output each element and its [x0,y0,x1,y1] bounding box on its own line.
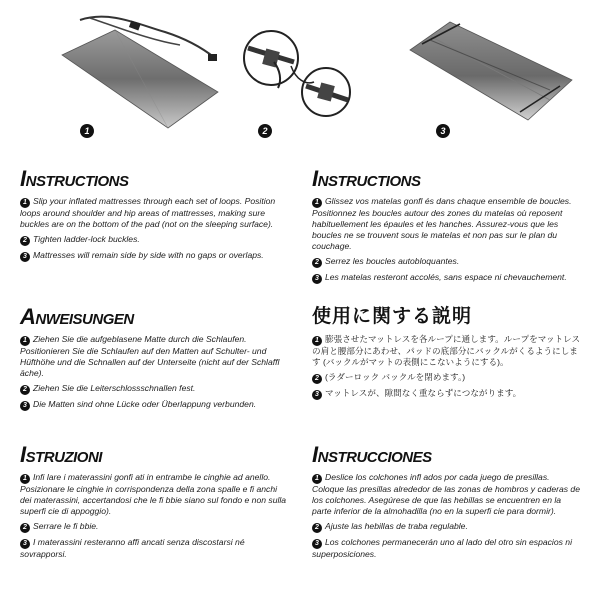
section-heading: Instructions [312,166,421,191]
step-text: Slip your inflated mattresses through each set of loops. Position loops around shoulder and hip areas of mattresses, making sure buckles are on the bottom of the pad (not on the sleeping surface). [20,196,276,229]
figure-2-illustration [236,0,376,150]
illustrations [0,0,600,150]
section-heading: Instrucciones [312,442,432,467]
section-french [312,166,582,284]
step-item [20,196,290,230]
step-text: Tighten ladder-lock buckles. [33,234,140,244]
step-item [312,537,582,560]
step-item [312,272,582,284]
step-item [20,521,290,533]
mattress-loop-illustration [40,0,230,150]
step-item [312,334,582,368]
step-text: Serrare le fi bbie. [33,521,99,531]
step-item [20,383,290,395]
section-english [20,166,290,262]
section-heading: 使用に関する説明 [312,306,473,327]
step-number-badge: 1 [20,336,30,346]
step-text: Les matelas resteront accolés, sans espace ni chevauchement. [325,272,567,282]
step-item [312,196,582,252]
step-item [312,372,582,384]
step-number-badge: 1 [312,474,322,484]
step-text: Serrez les boucles autobloquantes. [325,256,460,266]
section-spanish [312,442,582,560]
step-item [20,537,290,560]
step-text: マットレスが、隙間なく重ならずにつながります。 [325,388,522,398]
step-text: Ajuste las hebillas de traba regulable. [325,521,468,531]
step-number-badge: 1 [20,474,30,484]
step-number-badge: 2 [312,523,322,533]
figure-number-badge: 2 [258,124,272,138]
figure-1-illustration [40,0,230,150]
section-italian [20,442,290,560]
step-text: I materassini resteranno affi ancati senza discostarsi né sovrapporsi. [20,537,245,559]
mattresses-joined-illustration [400,0,580,150]
step-number-badge: 3 [312,274,322,284]
step-text: 膨張させたマットレスを各ループに通します。ループをマットレスの肩と腰部分にあわせ、パッドの底部分にバックルがくるようにします (バックルがマットの表側にこないようにする)。 [312,334,581,367]
step-number-badge: 3 [312,539,322,549]
step-number-badge: 3 [312,390,322,400]
step-text: Mattresses will remain side by side with no gaps or overlaps. [33,250,264,260]
section-japanese [312,304,582,400]
step-number-badge: 3 [20,539,30,549]
step-item [20,399,290,411]
step-item [20,472,290,517]
figure-number-badge: 1 [80,124,94,138]
step-item [312,472,582,517]
step-text: Infi lare i materassini gonfi ati in entrambe le cinghie ad anello. Posizionare le cinghie in corrispondenza della zona spalle e fi anchi dei materassini, accertandosi che le fi bbie siano sul fondo e non sulla superfi cie di appoggio). [20,472,287,516]
step-text: Glissez vos matelas gonfl és dans chaque ensemble de boucles. Positionnez les boucles autour des zones du matelas où reposent habituellement les épaules et les hanches. Assurez-vous que les boucles ne se trouvent sous le matelas et non pas sur le plan du couchage. [312,196,572,251]
buckle-closeup-illustration [236,0,376,150]
step-number-badge: 1 [312,336,322,346]
step-number-badge: 1 [20,198,30,208]
step-number-badge: 3 [20,401,30,411]
step-text: (ラダーロック バックルを閉めます。) [325,372,466,382]
step-text: Ziehen Sie die aufgeblasene Matte durch die Schlaufen. Positionieren Sie die Schlaufen auf den Matten auf Schulter- und Hüfthöhe und die Schnallen auf der Unterseite (nicht auf der Schlaffl äche). [20,334,280,378]
section-heading: Istruzioni [20,442,102,467]
step-number-badge: 2 [312,258,322,268]
step-number-badge: 1 [312,198,322,208]
step-item [312,388,582,400]
step-number-badge: 2 [20,523,30,533]
step-text: Die Matten sind ohne Lücke oder Überlappung verbunden. [33,399,257,409]
step-item [20,334,290,379]
figure-number-badge: 3 [436,124,450,138]
step-number-badge: 2 [20,236,30,246]
step-text: Los colchones permanecerán uno al lado del otro sin espacios ni superposiciones. [312,537,572,559]
step-text: Ziehen Sie die Leiterschlossschnallen fest. [33,383,196,393]
step-item [20,250,290,262]
step-text: Deslice los colchones infl ados por cada juego de presillas. Coloque las presillas alrededor de las zonas de hombros y caderas de los colchones. Asegúrese de que las hebillas se encuentren en la parte inferior de la almohadilla (no en la superfi cie para dormir). [312,472,580,516]
step-item [312,256,582,268]
section-heading: Anweisungen [20,304,134,329]
section-heading: Instructions [20,166,129,191]
step-number-badge: 2 [20,385,30,395]
section-german [20,304,290,411]
step-number-badge: 3 [20,252,30,262]
figure-3-illustration [400,0,580,150]
step-number-badge: 2 [312,374,322,384]
step-item [20,234,290,246]
step-item [312,521,582,533]
